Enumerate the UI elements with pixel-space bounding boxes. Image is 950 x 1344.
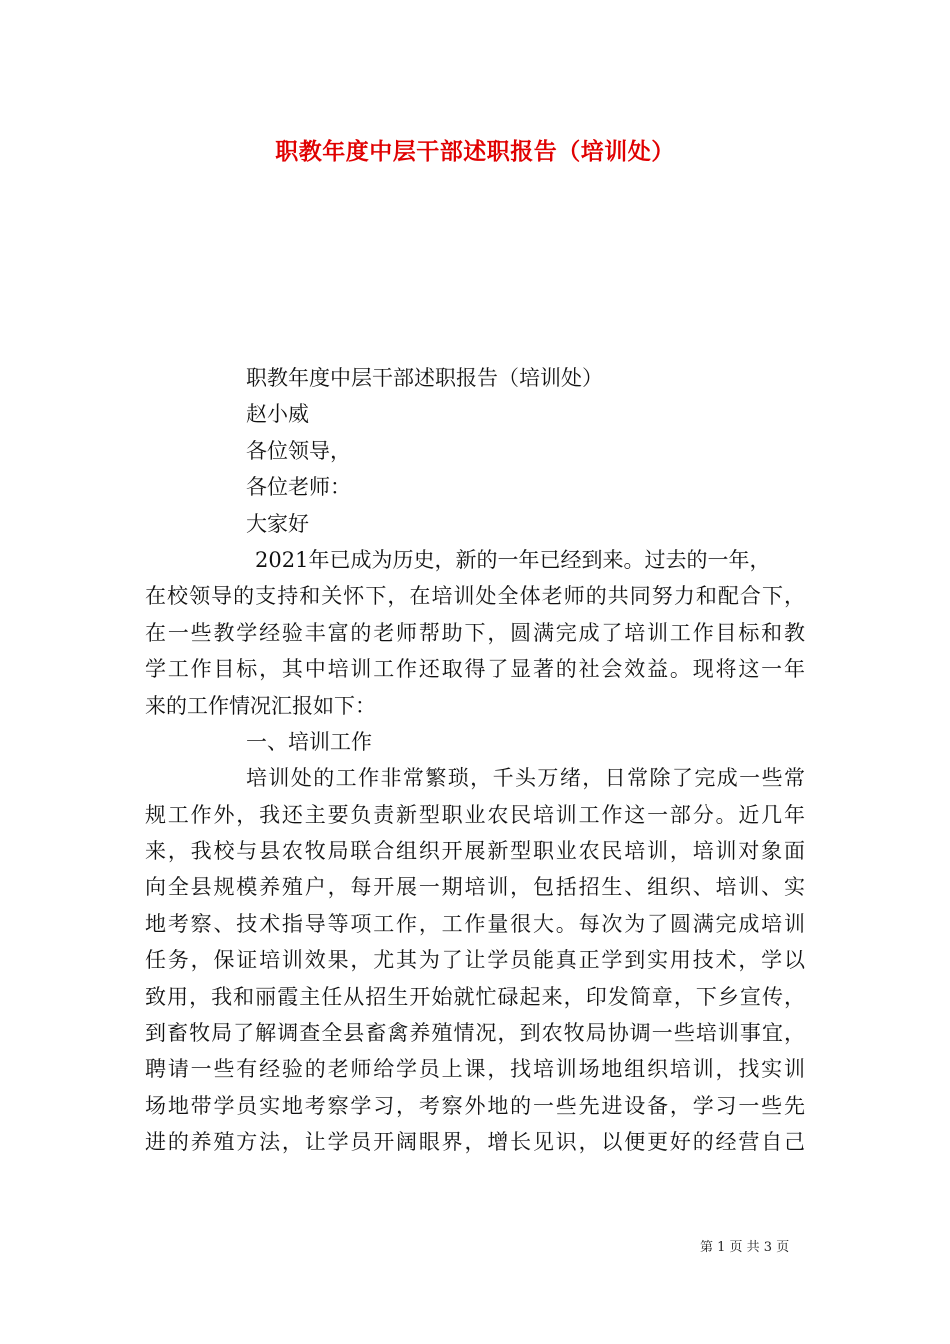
- body-line-salutation-teachers: 各位老师：: [246, 475, 351, 500]
- body-line: 聘请一些有经验的老师给学员上课，找培训场地组织培训，找实训: [145, 1057, 805, 1082]
- body-line: 2021年已成为历史，新的一年已经到来。过去的一年，: [255, 547, 771, 572]
- body-line-report-title: 职教年度中层干部述职报告（培训处）: [246, 366, 603, 390]
- body-line: 到畜牧局了解调查全县畜禽养殖情况，到农牧局协调一些培训事宜，: [145, 1021, 805, 1046]
- body-line: 在校领导的支持和关怀下，在培训处全体老师的共同努力和配合下，: [145, 584, 805, 609]
- body-line: 在一些教学经验丰富的老师帮助下，圆满完成了培训工作目标和教: [145, 620, 805, 645]
- body-line: 向全县规模养殖户，每开展一期培训，包括招生、组织、培训、实: [145, 875, 805, 900]
- section-heading: 一、培训工作: [246, 729, 372, 754]
- body-line: 进的养殖方法，让学员开阔眼界，增长见识，以便更好的经营自己: [145, 1130, 805, 1155]
- document-title: 职教年度中层干部述职报告（培训处）: [275, 138, 675, 165]
- body-line: 来，我校与县农牧局联合组织开展新型职业农民培训，培训对象面: [145, 839, 805, 864]
- body-line: 规工作外，我还主要负责新型职业农民培训工作这一部分。近几年: [145, 802, 805, 827]
- body-line: 地考察、技术指导等项工作，工作量很大。每次为了圆满完成培训: [145, 911, 805, 936]
- page-number: 第 1 页 共 3 页: [700, 1240, 790, 1255]
- body-line: 培训处的工作非常繁琐，千头万绪，日常除了完成一些常: [246, 766, 805, 791]
- body-line: 学工作目标，其中培训工作还取得了显著的社会效益。现将这一年: [145, 657, 805, 682]
- body-line-author: 赵小威: [246, 402, 309, 427]
- body-line: 场地带学员实地考察学习，考察外地的一些先进设备，学习一些先: [145, 1093, 805, 1118]
- body-line: 来的工作情况汇报如下：: [145, 693, 376, 718]
- body-line-salutation-leaders: 各位领导，: [246, 438, 351, 463]
- body-line: 任务，保证培训效果，尤其为了让学员能真正学到实用技术，学以: [145, 948, 805, 973]
- body-line-greeting: 大家好: [246, 511, 309, 536]
- document-body: [145, 360, 805, 1161]
- body-line: 致用，我和丽霞主任从招生开始就忙碌起来，印发简章，下乡宣传，: [145, 984, 805, 1009]
